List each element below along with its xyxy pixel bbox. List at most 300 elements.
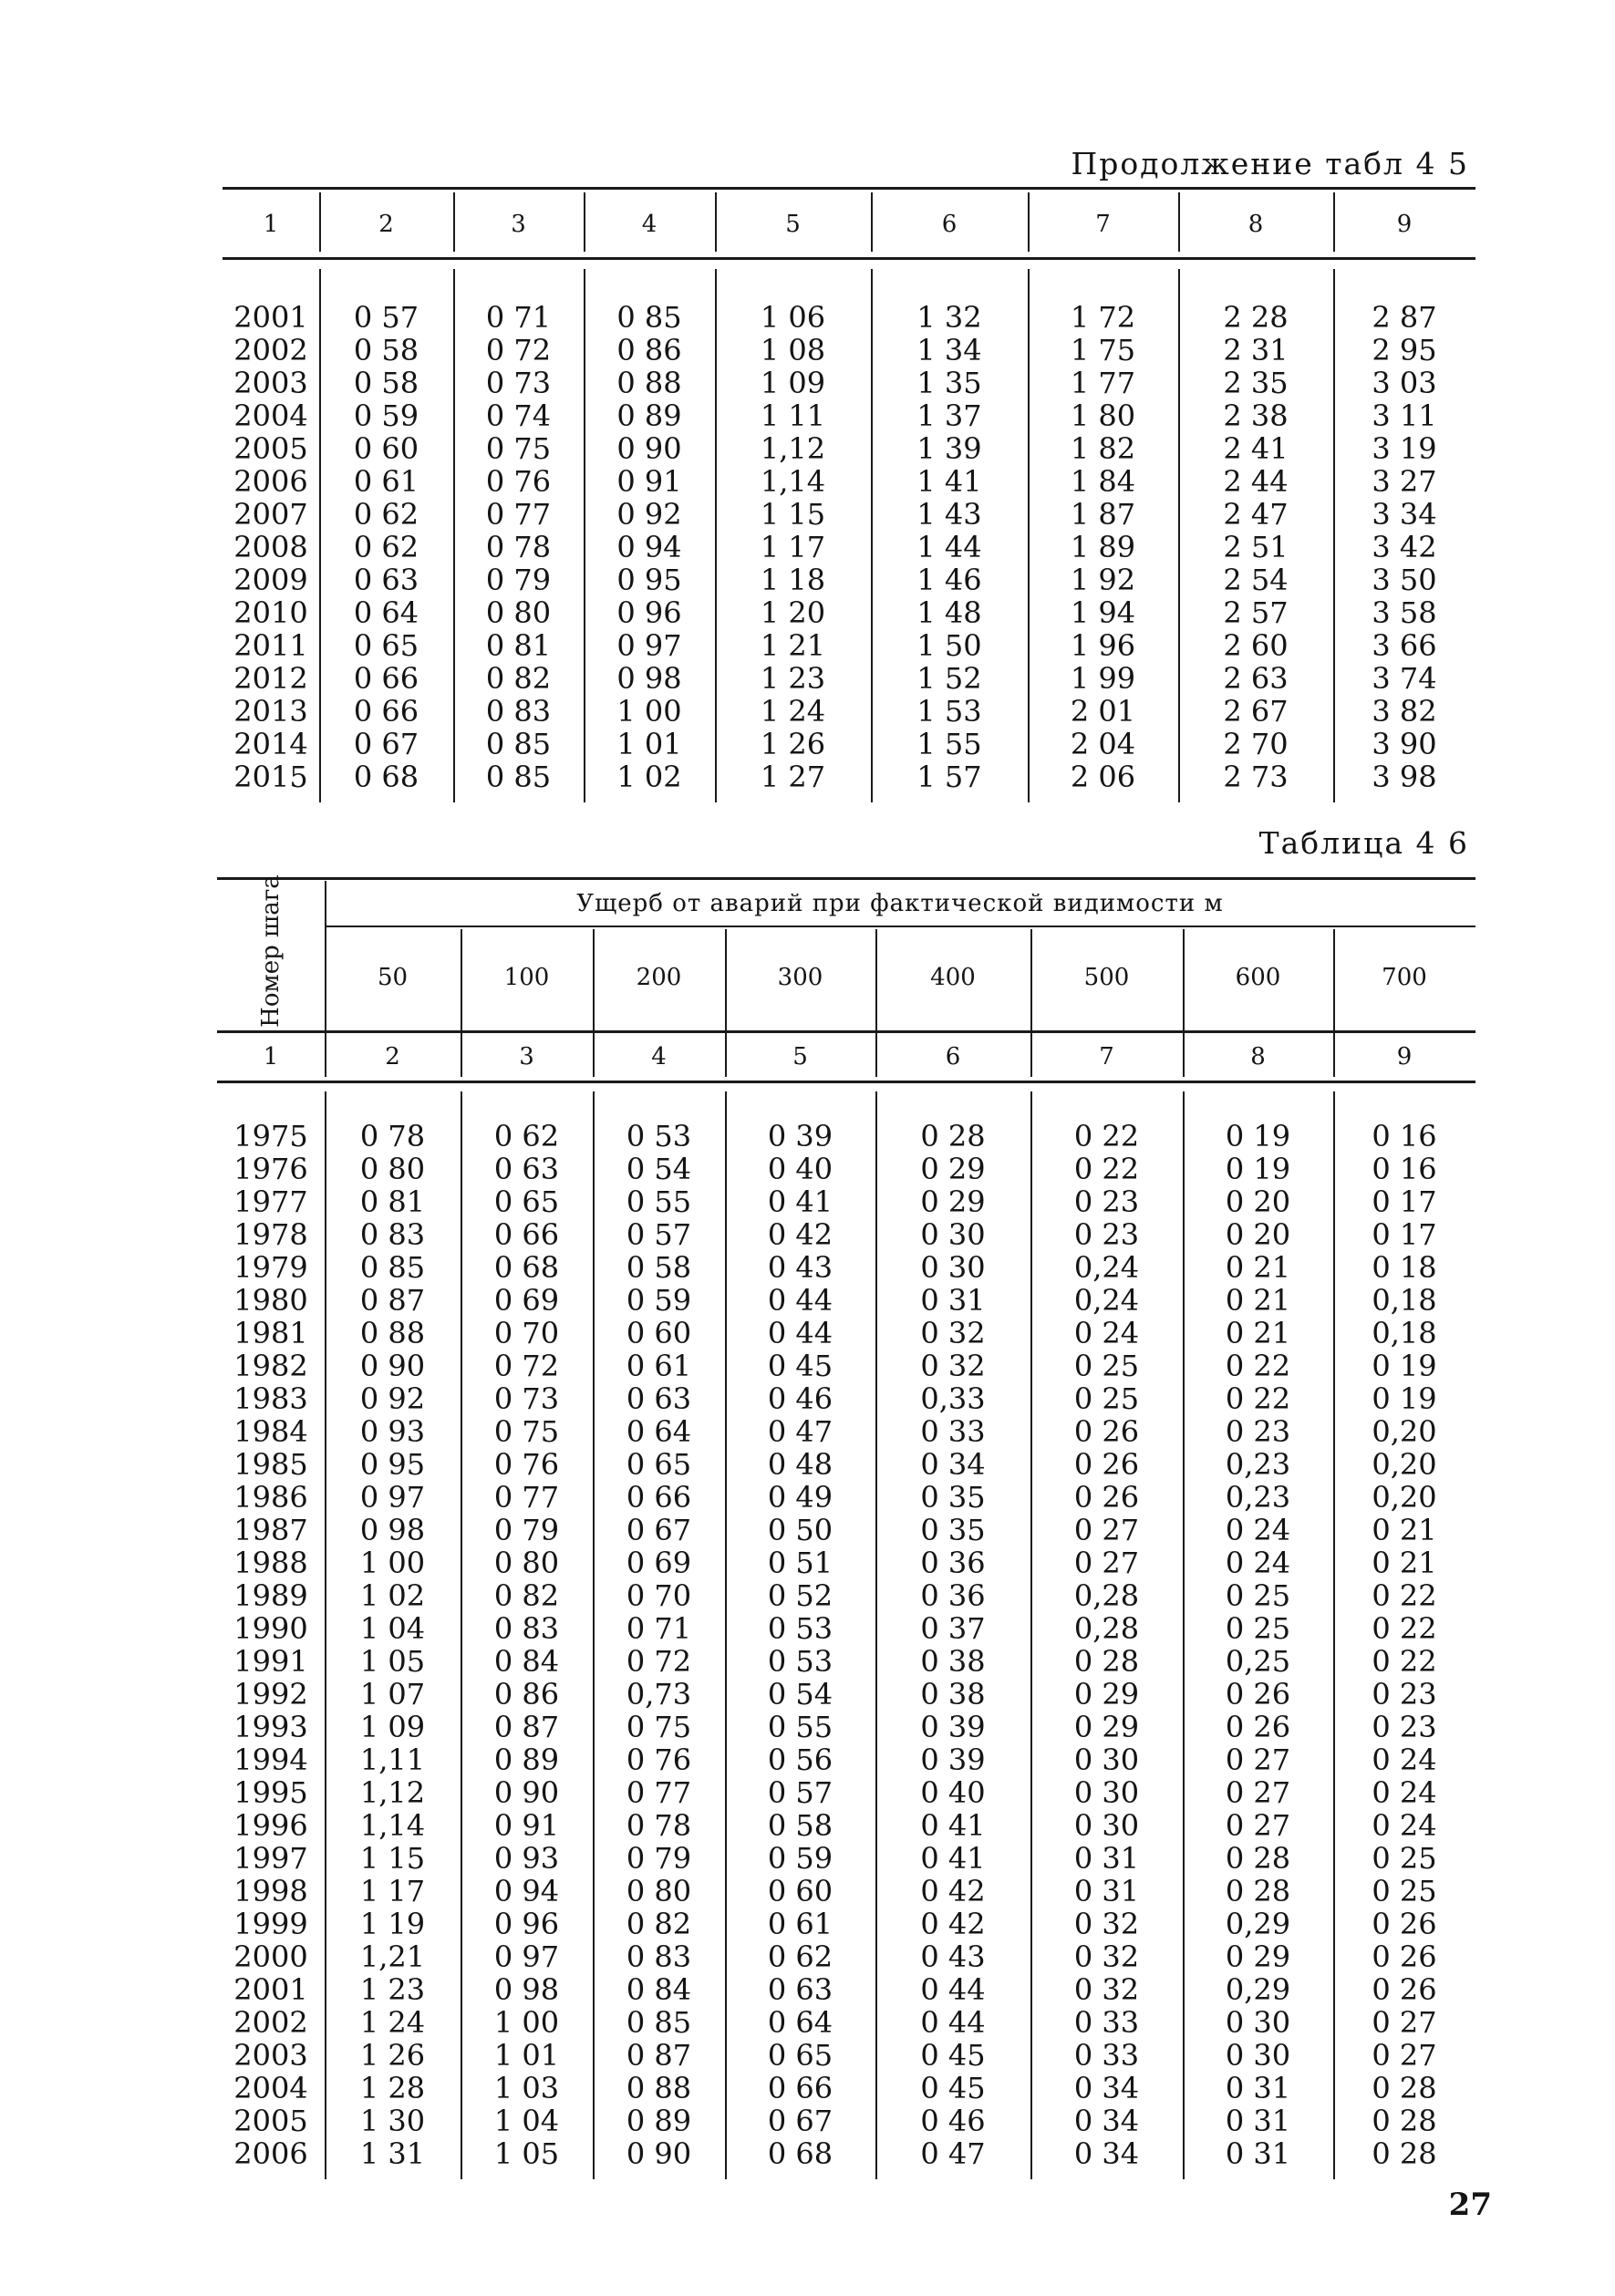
table-cell: 1 08	[760, 333, 826, 367]
table-cell: 0 97	[359, 1480, 426, 1515]
row-year: 1997	[233, 1841, 308, 1876]
table-cell: 0 31	[1073, 1874, 1140, 1908]
table-cell: 3 90	[1372, 727, 1437, 761]
table-cell: 0,20	[1372, 1447, 1437, 1482]
table-cell: 0 61	[353, 464, 419, 499]
table-cell: 1 04	[493, 2104, 560, 2138]
table-cell: 0 67	[353, 727, 419, 761]
table-cell: 0 46	[920, 2104, 986, 2138]
table-cell: 0,33	[920, 1381, 986, 1416]
table-cell: 0 87	[359, 1283, 426, 1318]
table-cell: 0 76	[493, 1447, 560, 1482]
row-year: 1976	[233, 1152, 308, 1186]
table-cell: 1 30	[359, 2104, 426, 2138]
table-cell: 2 44	[1223, 464, 1289, 499]
row-year: 2001	[233, 300, 308, 335]
table-cell: 0 78	[626, 1808, 692, 1843]
table-cell: 0 32	[1073, 1972, 1140, 2007]
table-cell: 0 90	[616, 431, 682, 466]
table-cell: 2 04	[1070, 727, 1136, 761]
table-cell: 1,12	[760, 431, 826, 466]
row-year: 1987	[233, 1513, 308, 1547]
table-cell: 0 41	[920, 1808, 986, 1843]
column-number: 5	[792, 1043, 808, 1070]
row-year: 2003	[233, 366, 308, 400]
table-rule-header	[217, 1081, 1475, 1083]
row-year: 2009	[233, 563, 308, 597]
table-cell: 0 40	[767, 1152, 833, 1186]
table-cell: 0 76	[626, 1743, 692, 1777]
column-number: 9	[1396, 211, 1413, 238]
table-cell: 1 15	[760, 497, 826, 532]
table-cell: 0 72	[493, 1349, 560, 1383]
table-cell: 0 22	[1225, 1349, 1291, 1383]
table-cell: 0 33	[1073, 2005, 1140, 2040]
table-cell: 0 26	[1225, 1677, 1291, 1712]
table-cell: 0 19	[1225, 1152, 1291, 1186]
table-cell: 2 60	[1223, 628, 1289, 663]
table-cell: 0 47	[767, 1414, 833, 1449]
table-cell: 0 45	[767, 1349, 833, 1383]
table-cell: 0 58	[767, 1808, 833, 1843]
table-cell: 0 28	[920, 1119, 986, 1153]
table-cell: 0,24	[1073, 1283, 1140, 1318]
table-cell: 1 09	[760, 366, 826, 400]
table-cell: 1 06	[760, 300, 826, 335]
table-cell: 0 23	[1225, 1414, 1291, 1449]
table-cell: 2 67	[1223, 694, 1289, 729]
table-cell: 0 31	[1225, 2104, 1291, 2138]
row-year: 2001	[233, 1972, 308, 2007]
visibility-column-header: 700	[1382, 964, 1427, 991]
table-cell: 0 66	[353, 694, 419, 729]
table-cell: 1 02	[359, 1578, 426, 1613]
table-cell: 0 24	[1372, 1808, 1437, 1843]
table-cell: 0 39	[767, 1119, 833, 1153]
table-cell: 0 28	[1073, 1644, 1140, 1679]
column-number: 3	[511, 211, 526, 238]
table-rule-subheader	[217, 1030, 1475, 1033]
table-cell: 2 38	[1223, 398, 1289, 433]
table-cell: 1 11	[760, 398, 826, 433]
table-cell: 0 27	[1073, 1546, 1140, 1580]
row-year: 1999	[233, 1907, 308, 1941]
table-cell: 1 84	[1070, 464, 1136, 499]
table-cell: 1,11	[359, 1743, 426, 1777]
column-number: 3	[519, 1043, 534, 1070]
table-cell: 0 42	[920, 1874, 986, 1908]
row-year: 1979	[233, 1250, 308, 1285]
table-cell: 1 32	[916, 300, 982, 335]
table-cell: 0 61	[767, 1907, 833, 1941]
table-cell: 0 55	[767, 1710, 833, 1744]
table-cell: 0 28	[1372, 2104, 1437, 2138]
table-cell: 0 17	[1372, 1217, 1437, 1252]
table-cell: 1 17	[359, 1874, 426, 1908]
table-cell: 0 83	[359, 1217, 426, 1252]
table-cell: 1 44	[916, 530, 982, 564]
table-cell: 1 18	[760, 563, 826, 597]
table-cell: 0 74	[485, 398, 552, 433]
table-cell: 0 52	[767, 1578, 833, 1613]
table-cell: 1 05	[359, 1644, 426, 1679]
column-number: 8	[1247, 211, 1264, 238]
table-cell: 0 62	[353, 497, 419, 532]
table-cell: 0,20	[1372, 1414, 1437, 1449]
visibility-column-header: 300	[777, 964, 823, 991]
table-cell: 0 59	[353, 398, 419, 433]
table-cell: 0 21	[1225, 1250, 1291, 1285]
table-cell: 0,24	[1073, 1250, 1140, 1285]
table-cell: 2 31	[1223, 333, 1289, 367]
table-cell: 1 75	[1070, 333, 1136, 367]
column-number: 8	[1250, 1043, 1266, 1070]
table-cell: 0 39	[920, 1743, 986, 1777]
table-cell: 0,73	[626, 1677, 692, 1712]
table-cell: 0 25	[1372, 1841, 1437, 1876]
table-cell: 1 17	[760, 530, 826, 564]
table-cell: 0 29	[1073, 1677, 1140, 1712]
table-cell: 0 95	[616, 563, 682, 597]
row-year: 1995	[233, 1775, 308, 1810]
table-cell: 3 34	[1372, 497, 1437, 532]
table-cell: 0 26	[1372, 1907, 1437, 1941]
table-cell: 0 60	[767, 1874, 833, 1908]
row-year: 2010	[233, 595, 308, 630]
table-cell: 0 62	[353, 530, 419, 564]
table-cell: 0 60	[626, 1316, 692, 1350]
table-cell: 0 72	[626, 1644, 692, 1679]
table-cell: 0 27	[1225, 1743, 1291, 1777]
table-cell: 0 25	[1372, 1874, 1437, 1908]
table-cell: 2 28	[1223, 300, 1289, 335]
table-cell: 0 54	[626, 1152, 692, 1186]
row-year: 2005	[233, 431, 308, 466]
table-cell: 0 21	[1372, 1546, 1437, 1580]
table-cell: 0 31	[1225, 2136, 1291, 2171]
table-cell: 0 22	[1372, 1578, 1437, 1613]
table-cell: 0 88	[616, 366, 682, 400]
table-cell: 1 35	[916, 366, 982, 400]
table-cell: 0 25	[1225, 1611, 1291, 1646]
table-cell: 0 77	[626, 1775, 692, 1810]
table-cell: 0 77	[493, 1480, 560, 1515]
table-cell: 0 34	[1073, 2104, 1140, 2138]
table-cell: 0 26	[1372, 1939, 1437, 1974]
table-cell: 1 20	[760, 595, 826, 630]
table-cell: 0 27	[1372, 2005, 1437, 2040]
table-cell: 1 01	[493, 2038, 560, 2073]
row-year: 1993	[233, 1710, 308, 1744]
table-cell: 0 91	[616, 464, 682, 499]
table-cell: 0 98	[616, 661, 682, 696]
visibility-column-header: 50	[377, 964, 409, 991]
table-cell: 0 66	[767, 2071, 833, 2105]
table-cell: 0 48	[767, 1447, 833, 1482]
table-cell: 0 63	[767, 1972, 833, 2007]
row-year: 1977	[233, 1184, 308, 1219]
table-cell: 0 47	[920, 2136, 986, 2171]
table-rule-top	[217, 877, 1475, 880]
column-number: 2	[385, 1043, 400, 1070]
table-cell: 0 41	[920, 1841, 986, 1876]
table-cell: 1 46	[916, 563, 982, 597]
row-year: 2004	[233, 2071, 308, 2105]
table-cell: 1,21	[359, 1939, 426, 1974]
table-cell: 3 50	[1372, 563, 1437, 597]
row-year: 1983	[233, 1381, 308, 1416]
row-year: 1990	[233, 1611, 308, 1646]
table-cell: 0 32	[1073, 1939, 1140, 1974]
column-number: 4	[641, 211, 657, 238]
row-year: 1992	[233, 1677, 308, 1712]
row-year: 1985	[233, 1447, 308, 1482]
table-cell: 0 16	[1372, 1152, 1437, 1186]
table-cell: 0 57	[767, 1775, 833, 1810]
table-cell: 0 42	[920, 1907, 986, 1941]
table-cell: 0 17	[1372, 1184, 1437, 1219]
table-46-caption: Таблица 4 6	[1258, 825, 1469, 861]
table-cell: 0 64	[626, 1414, 692, 1449]
table-cell: 0 60	[353, 431, 419, 466]
table-cell: 0 58	[626, 1250, 692, 1285]
table-cell: 0 56	[767, 1743, 833, 1777]
table-cell: 0 68	[767, 2136, 833, 2171]
table-cell: 1 41	[916, 464, 982, 499]
table-cell: 3 58	[1372, 595, 1437, 630]
table-cell: 0 65	[626, 1447, 692, 1482]
column-number: 7	[1095, 211, 1111, 238]
table-cell: 0 84	[493, 1644, 560, 1679]
table-cell: 0 90	[493, 1775, 560, 1810]
table-cell: 1 24	[359, 2005, 426, 2040]
table-cell: 2 95	[1372, 333, 1437, 367]
table-cell: 0 89	[616, 398, 682, 433]
table-cell: 0 67	[626, 1513, 692, 1547]
table-cell: 0 87	[626, 2038, 692, 2073]
table-cell: 2 63	[1223, 661, 1289, 696]
table-cell: 0 30	[920, 1250, 986, 1285]
table-cell: 0 94	[616, 530, 682, 564]
row-year: 2008	[233, 530, 308, 564]
table-cell: 0 73	[493, 1381, 560, 1416]
table-cell: 1 53	[916, 694, 982, 729]
row-year: 1981	[233, 1316, 308, 1350]
table-cell: 0 30	[1073, 1775, 1140, 1810]
first-column-header: Номер шага	[257, 874, 285, 1028]
column-number: 2	[378, 211, 394, 238]
table-cell: 1 82	[1070, 431, 1136, 466]
table-cell: 1 48	[916, 595, 982, 630]
table-cell: 1 07	[359, 1677, 426, 1712]
table-cell: 1 03	[493, 2071, 560, 2105]
table-cell: 0 61	[626, 1349, 692, 1383]
table-cell: 0 35	[920, 1513, 986, 1547]
row-year: 1998	[233, 1874, 308, 1908]
table-cell: 0 55	[626, 1184, 692, 1219]
row-year: 2007	[233, 497, 308, 532]
table-cell: 0,28	[1073, 1611, 1140, 1646]
table-cell: 0 24	[1225, 1513, 1291, 1547]
table-cell: 0 25	[1073, 1349, 1140, 1383]
table-cell: 1 21	[760, 628, 826, 663]
table-cell: 0 78	[485, 530, 552, 564]
table-rule-group	[325, 926, 1475, 927]
table-cell: 3 74	[1372, 661, 1437, 696]
column-number: 1	[263, 1043, 279, 1070]
table-cell: 0 33	[1073, 2038, 1140, 2073]
table-cell: 0 21	[1372, 1513, 1437, 1547]
table-cell: 0 19	[1372, 1381, 1437, 1416]
table-cell: 3 03	[1372, 366, 1437, 400]
table-cell: 0 23	[1073, 1217, 1140, 1252]
table-cell: 0 63	[493, 1152, 560, 1186]
table-cell: 0 22	[1073, 1119, 1140, 1153]
table-cell: 0 79	[485, 563, 552, 597]
table-cell: 1 00	[493, 2005, 560, 2040]
table-cell: 3 66	[1372, 628, 1437, 663]
row-year: 2013	[233, 694, 308, 729]
visibility-column-header: 200	[636, 964, 682, 991]
table-cell: 0 39	[920, 1710, 986, 1744]
table-cell: 0 78	[359, 1119, 426, 1153]
table-cell: 0 79	[626, 1841, 692, 1876]
table-cell: 1 99	[1070, 661, 1136, 696]
table-cell: 0 23	[1372, 1710, 1437, 1744]
table-cell: 0 67	[767, 2104, 833, 2138]
table-cell: 3 42	[1372, 530, 1437, 564]
row-year: 1982	[233, 1349, 308, 1383]
column-number: 6	[941, 211, 958, 238]
table-cell: 3 27	[1372, 464, 1437, 499]
table-cell: 0 44	[767, 1316, 833, 1350]
table-cell: 0 75	[485, 431, 552, 466]
table-cell: 0 53	[767, 1644, 833, 1679]
row-year: 2003	[233, 2038, 308, 2073]
table-cell: 0 25	[1073, 1381, 1140, 1416]
table-cell: 0 80	[493, 1546, 560, 1580]
table-cell: 0 36	[920, 1578, 986, 1613]
table-cell: 0 80	[359, 1152, 426, 1186]
row-year: 2014	[233, 727, 308, 761]
table-cell: 0 97	[493, 1939, 560, 1974]
table-cell: 0 75	[626, 1710, 692, 1744]
table-cell: 0 64	[353, 595, 419, 630]
table-cell: 0 28	[1372, 2071, 1437, 2105]
table-cell: 0 21	[1225, 1316, 1291, 1350]
table-cell: 1 72	[1070, 300, 1136, 335]
page-number: 27	[1448, 2187, 1492, 2223]
row-year: 1978	[233, 1217, 308, 1252]
row-year: 1980	[233, 1283, 308, 1318]
table-cell: 0 89	[626, 2104, 692, 2138]
table-cell: 2 87	[1372, 300, 1437, 335]
table-cell: 0 84	[626, 1972, 692, 2007]
table-cell: 0 38	[920, 1677, 986, 1712]
table-cell: 0 71	[485, 300, 552, 335]
table-cell: 0 79	[493, 1513, 560, 1547]
table-cell: 0 28	[1225, 1841, 1291, 1876]
table-cell: 1 26	[359, 2038, 426, 2073]
table-cell: 0 72	[485, 333, 552, 367]
table-cell: 0 85	[485, 760, 552, 794]
table-cell: 0 58	[353, 366, 419, 400]
table-cell: 1 34	[916, 333, 982, 367]
table-cell: 0 63	[353, 563, 419, 597]
table-cell: 0 89	[493, 1743, 560, 1777]
table-cell: 0 80	[626, 1874, 692, 1908]
row-year: 1994	[233, 1743, 308, 1777]
table-cell: 0 92	[359, 1381, 426, 1416]
row-year: 1996	[233, 1808, 308, 1843]
table-cell: 0 66	[353, 661, 419, 696]
table-cell: 0 25	[1225, 1578, 1291, 1613]
table-cell: 0 66	[626, 1480, 692, 1515]
table-cell: 1 27	[760, 760, 826, 794]
table-cell: 0 75	[493, 1414, 560, 1449]
table-cell: 0,28	[1073, 1578, 1140, 1613]
table-cell: 1 94	[1070, 595, 1136, 630]
table-cell: 0 32	[920, 1349, 986, 1383]
table-cell: 0 46	[767, 1381, 833, 1416]
table-cell: 0 38	[920, 1644, 986, 1679]
table-cell: 1 80	[1070, 398, 1136, 433]
table-cell: 0 33	[920, 1414, 986, 1449]
table-cell: 1 00	[616, 694, 682, 729]
table-cell: 0 35	[920, 1480, 986, 1515]
table-cell: 0 85	[359, 1250, 426, 1285]
table-cell: 0 53	[767, 1611, 833, 1646]
table-cell: 0 65	[493, 1184, 560, 1219]
table-rule-top	[223, 187, 1475, 190]
table-cell: 2 06	[1070, 760, 1136, 794]
table-cell: 0,18	[1372, 1283, 1437, 1318]
table-cell: 0 94	[493, 1874, 560, 1908]
table-cell: 0 82	[626, 1907, 692, 1941]
table-cell: 0 22	[1372, 1644, 1437, 1679]
table-cell: 0 98	[493, 1972, 560, 2007]
table-cell: 1 00	[359, 1546, 426, 1580]
table-cell: 0 57	[626, 1217, 692, 1252]
table-cell: 0 40	[920, 1775, 986, 1810]
table-cell: 0 30	[1225, 2005, 1291, 2040]
table-cell: 0 26	[1225, 1710, 1291, 1744]
row-year: 2000	[233, 1939, 308, 1974]
table-cell: 0 34	[920, 1447, 986, 1482]
row-year: 2005	[233, 2104, 308, 2138]
table-cell: 0 96	[616, 595, 682, 630]
table-cell: 1 24	[760, 694, 826, 729]
table-cell: 0 22	[1225, 1381, 1291, 1416]
visibility-column-header: 500	[1083, 964, 1130, 991]
table-cell: 0 68	[493, 1250, 560, 1285]
table-cell: 0 19	[1372, 1349, 1437, 1383]
table-cell: 0 30	[1073, 1808, 1140, 1843]
column-number: 6	[945, 1043, 961, 1070]
table-45-caption: Продолжение табл 4 5	[1071, 146, 1469, 181]
table-cell: 0 85	[616, 300, 682, 335]
table-cell: 0 90	[626, 2136, 692, 2171]
table-cell: 1 43	[916, 497, 982, 532]
table-cell: 0 30	[1073, 1743, 1140, 1777]
table-cell: 0 63	[626, 1381, 692, 1416]
table-cell: 0 34	[1073, 2071, 1140, 2105]
table-cell: 1 89	[1070, 530, 1136, 564]
table-cell: 1,12	[359, 1775, 426, 1810]
table-cell: 0,20	[1372, 1480, 1437, 1515]
table-cell: 0 49	[767, 1480, 833, 1515]
table-cell: 0 96	[493, 1907, 560, 1941]
